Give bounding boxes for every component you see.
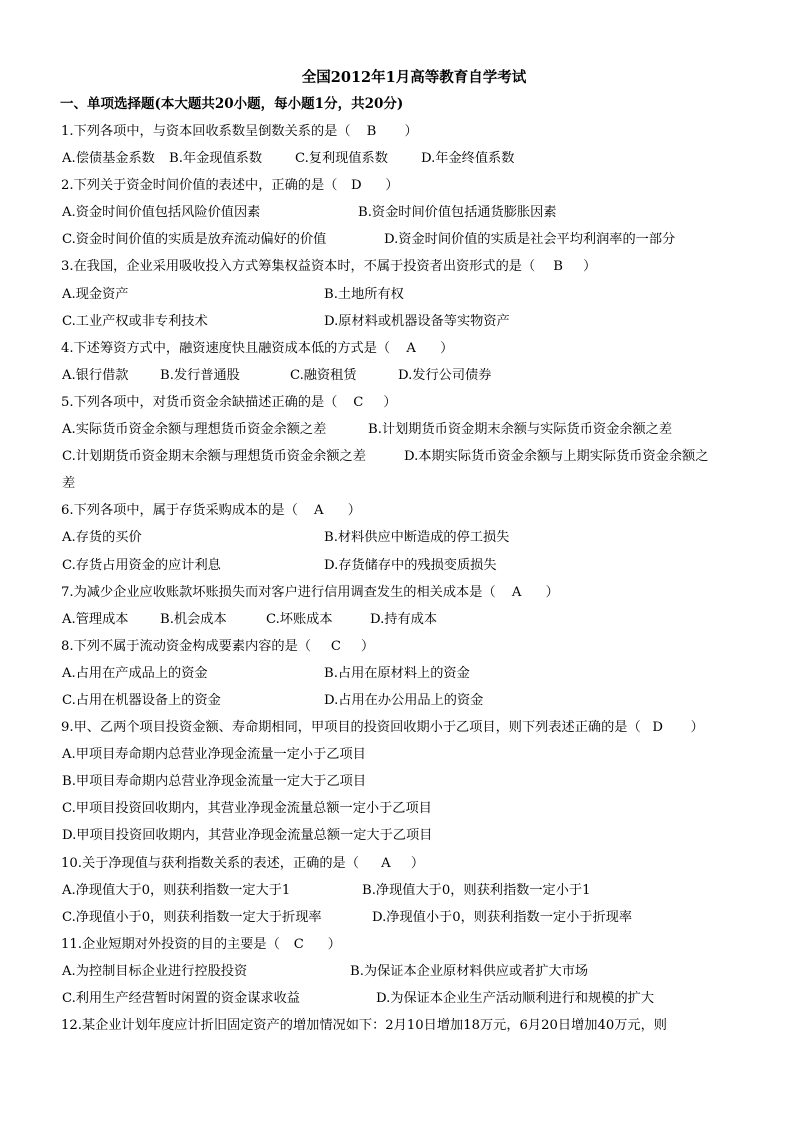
question-1	[61, 118, 762, 145]
option-d: D.原材料或机器设备等实物资产	[324, 313, 510, 329]
option-d: D.净现值小于0，则获利指数一定小于折现率	[372, 909, 633, 925]
option-c: C.净现值小于0，则获利指数一定大于折现率	[62, 909, 322, 925]
question-answer: A	[314, 503, 324, 519]
option-a: A.偿债基金系数	[62, 151, 155, 167]
question-5-options-row1	[62, 416, 762, 443]
question-stem: 8.下列不属于流动资金构成要素内容的是（	[61, 638, 311, 654]
question-11-options-row2	[62, 985, 762, 1012]
question-close: ）	[583, 259, 597, 275]
question-close: ）	[360, 638, 375, 654]
question-answer: A	[511, 584, 522, 600]
question-close: ）	[385, 178, 399, 194]
section-heading: 一、单项选择题(本大题共20小题，每小题1分，共20分)	[60, 96, 404, 112]
option-d: D.年金终值系数	[421, 151, 515, 167]
question-3	[61, 253, 762, 280]
question-2-options-row1	[62, 199, 762, 226]
question-answer: B	[366, 124, 377, 139]
question-close: ）	[327, 936, 341, 952]
option-a: A.占用在产成品上的资金	[62, 665, 208, 681]
option-a: A.存货的买价	[62, 530, 142, 546]
question-7-options	[62, 606, 762, 633]
option-a: A.资金时间价值包括风险价值因素	[62, 205, 261, 221]
question-9-option-b: B.甲项目寿命期内总营业净现金流量一定大于乙项目	[62, 774, 367, 790]
exam-document	[62, 64, 762, 1039]
question-stem: 3.在我国，企业采用吸收投入方式筹集权益资本时，不属于投资者出资形式的是（	[61, 259, 536, 275]
question-9-option-a: A.甲项目寿命期内总营业净现金流量一定小于乙项目	[62, 747, 366, 763]
option-a: A.管理成本	[62, 611, 129, 627]
option-c: C.存货占用资金的应计利息	[62, 557, 221, 573]
question-answer: D	[652, 720, 663, 736]
question-answer: A	[406, 340, 416, 356]
question-1-options	[62, 145, 762, 172]
option-a: A.实际货币资金余额与理想货币资金余额之差	[62, 422, 327, 438]
question-8-options-row2	[62, 687, 762, 714]
option-c: C.占用在机器设备上的资金	[62, 692, 221, 708]
question-5	[61, 389, 762, 416]
option-d: D.存货储存中的残损变质损失	[324, 557, 497, 573]
question-stem: 1.下列各项中，与资本回收系数呈倒数关系的是（	[61, 124, 351, 139]
question-8	[61, 633, 762, 660]
option-b: B.占用在原材料上的资金	[324, 665, 470, 681]
question-12	[61, 1012, 762, 1039]
option-a: A.银行借款	[62, 367, 129, 383]
question-9	[61, 714, 762, 741]
question-answer: C	[353, 394, 364, 410]
option-b: B.发行普通股	[160, 367, 240, 383]
question-answer: A	[381, 855, 391, 871]
option-d: D.为保证本企业生产活动顺利进行和规模的扩大	[376, 991, 655, 1006]
option-b: B.机会成本	[160, 611, 227, 627]
option-c: C.计划期货币资金期末余额与理想货币资金余额之差	[62, 449, 366, 465]
option-b: B.计划期货币资金期末余额与实际货币资金余额之差	[368, 422, 673, 438]
question-9-option-c: C.甲项目投资回收期内，其营业净现金流量总额一定小于乙项目	[62, 801, 432, 817]
question-3-options-row2	[62, 308, 762, 335]
option-b: B.年金现值系数	[169, 151, 263, 167]
option-c: C.资金时间价值的实质是放弃流动偏好的价值	[62, 232, 327, 248]
option-c: C.坏账成本	[266, 611, 333, 627]
question-close: ）	[404, 124, 418, 139]
option-c: C.融资租赁	[290, 367, 357, 383]
option-d: D.持有成本	[370, 611, 438, 627]
option-a: A.现金资产	[62, 286, 129, 302]
question-answer: D	[351, 178, 362, 194]
option-d: D.资金时间价值的实质是社会平均利润率的一部分	[384, 232, 676, 248]
question-answer: C	[293, 936, 304, 952]
question-stem: 6.下列各项中，属于存货采购成本的是（	[61, 503, 298, 519]
question-close: ）	[347, 503, 361, 519]
question-4	[61, 335, 762, 362]
question-stem: 2.下列关于资金时间价值的表述中，正确的是（	[61, 178, 338, 194]
question-stem: 10.关于净现值与获利指数关系的表述，正确的是（	[61, 855, 359, 871]
option-b: B.净现值大于0，则获利指数一定小于1	[362, 882, 591, 898]
option-c: C.复利现值系数	[295, 151, 388, 167]
question-answer: C	[330, 638, 342, 654]
question-stem: 7.为减少企业应收账款坏账损失而对客户进行信用调查发生的相关成本是（	[61, 584, 496, 600]
question-stem: 5.下列各项中，对货币资金余缺描述正确的是（	[61, 394, 338, 410]
option-b: B.资金时间价值包括通货膨胀因素	[358, 205, 557, 221]
question-close: ）	[410, 855, 425, 871]
exam-title: 全国2012年1月高等教育自学考试	[301, 69, 527, 86]
question-9-option-d: D.甲项目投资回收期内，其营业净现金流量总额一定大于乙项目	[62, 828, 433, 844]
option-c: C.利用生产经营暂时闲置的资金谋求收益	[62, 991, 300, 1006]
question-10-options-row1	[62, 877, 762, 904]
question-2	[61, 172, 762, 199]
question-stem: 11.企业短期对外投资的目的主要是（	[61, 936, 280, 952]
question-answer: B	[553, 259, 563, 275]
question-7	[61, 579, 762, 606]
question-stem: 4.下述筹资方式中，融资速度快且融资成本低的方式是（	[61, 340, 391, 356]
option-b: B.土地所有权	[324, 286, 404, 302]
question-11	[61, 931, 762, 958]
question-stem: 9.甲、乙两个项目投资金额、寿命期相同，甲项目的投资回收期小于乙项目，则下列表述正确的是（	[61, 720, 641, 736]
option-c: C.工业产权或非专利技术	[62, 313, 208, 329]
question-3-options-row1	[62, 281, 762, 308]
option-d: D.占用在办公用品上的资金	[324, 692, 484, 708]
option-a: A.为控制目标企业进行控股投资	[62, 963, 248, 979]
option-d: D.发行公司债券	[398, 367, 492, 383]
question-4-options	[62, 362, 762, 389]
question-11-options-row1	[62, 958, 762, 985]
question-close: ）	[383, 394, 397, 410]
question-2-options-row2	[62, 226, 762, 253]
question-5-options-row2	[62, 443, 762, 470]
question-6-options-row2	[62, 552, 762, 579]
question-close: ）	[545, 584, 559, 600]
question-10-options-row2	[62, 904, 762, 931]
option-b: B.材料供应中断造成的停工损失	[324, 530, 510, 546]
option-d: D.本期实际货币资金余额与上期实际货币资金余额之	[404, 449, 709, 465]
option-a: A.净现值大于0，则获利指数一定大于1	[62, 882, 291, 898]
question-6-options-row1	[62, 524, 762, 551]
question-10	[61, 850, 762, 877]
question-stem: 12.某企业计划年度应计折旧固定资产的增加情况如下：2月10日增加18万元，6月20日增加40万元，则	[61, 1018, 667, 1034]
question-close: ）	[690, 720, 704, 736]
question-5-option-d-wrap: 差	[62, 476, 76, 492]
question-6	[61, 497, 762, 524]
question-close: ）	[440, 340, 454, 356]
question-8-options-row1	[62, 660, 762, 687]
option-b: B.为保证本企业原材料供应或者扩大市场	[350, 963, 589, 979]
